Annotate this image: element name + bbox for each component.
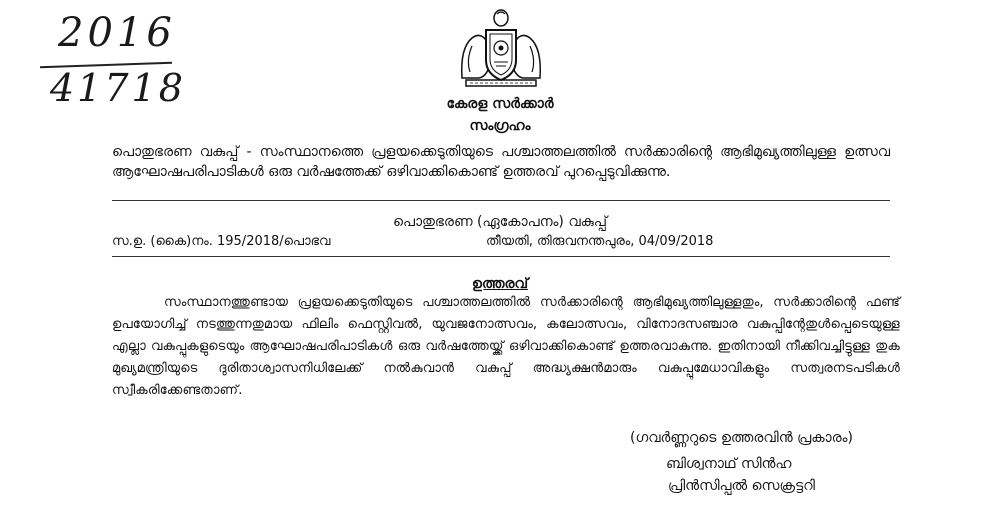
order-body: സംസ്ഥാനത്തുണ്ടായ പ്രളയക്കെടുതിയുടെ പശ്ചാത്തലത്തിൽ സർക്കാരിന്റെ ആഭിമുഖ്യത്തിലുള്ളതും, സർക്കാരിന്റെ ഫണ്ട് ഉപയോഗിച്ച് നടത്തുന്നതുമായ ഫിലിം ഫെസ്റ്റിവൽ, യുവജനോത്സവം, കലോത്സവം, വിനോദസഞ്ചാര വകുപ്പിന്റേതുൾപ്പെടെയുള്ള എല്ലാ വകുപ്പുകളുടെയും ആഘോഷപരിപാടികൾ ഒരു വർഷത്തേയ്ക്ക് ഒഴിവാക്കികൊണ്ട് ഉത്തരവാകുന്നു. ഇതിനായി നീക്കിവച്ചിട്ടുള്ള തുക മുഖ്യമന്ത്രിയുടെ ദുരിതാശ്വാസനിധിലേക്ക് നൽകുവാൻ വകുപ്പ് അദ്ധ്യക്ഷൻമാരും വകുപ്പുമേധാവികളും സത്വരനടപടികൾ സ്വീകരിക്കേണ്ടതാണ്.: [112, 295, 900, 398]
bottom-rule: [112, 256, 890, 257]
order-heading: ഉത്തരവ്: [471, 276, 529, 292]
handwritten-year: 2016: [58, 10, 176, 56]
signatory-name: ബിശ്വനാഥ് സിൻഹ: [666, 456, 792, 472]
kerala-state-emblem-icon: [456, 8, 546, 92]
handwritten-number: 41718: [50, 66, 186, 110]
order-date: തീയതി, തിരുവനന്തപുരം, 04/09/2018: [486, 234, 714, 249]
government-name: കേരള സർക്കാർ: [446, 96, 554, 112]
department-name: പൊതുഭരണ (ഏകോപനം) വകുപ്പ്: [392, 214, 608, 230]
top-rule: [112, 200, 890, 201]
order-subject: പൊതുഭരണ വകുപ്പ് - സംസ്ഥാനത്തെ പ്രളയക്കെടുതിയുടെ പശ്ചാത്തലത്തിൽ സർക്കാരിന്റെ ആഭിമുഖ്യത്തിലുള്ള ഉത്സവ ആഘോഷപരിപാടികൾ ഒരു വർഷത്തേക്ക് ഒഴിവാക്കികൊണ്ട് ഉത്തരവ് പുറപ്പെടുവിക്കുന്നു.: [112, 144, 890, 180]
order-number: സ.ഉ. (കൈ)നം. 195/2018/പൊഭവ: [112, 234, 331, 249]
signatory-designation: പ്രിൻസിപ്പൽ സെക്രട്ടറി: [668, 478, 815, 494]
authority-note: (ഗവർണ്ണറുടെ ഉത്തരവിൻ പ്രകാരം): [630, 430, 853, 446]
summary-label: സംഗ്രഹം: [469, 118, 531, 134]
